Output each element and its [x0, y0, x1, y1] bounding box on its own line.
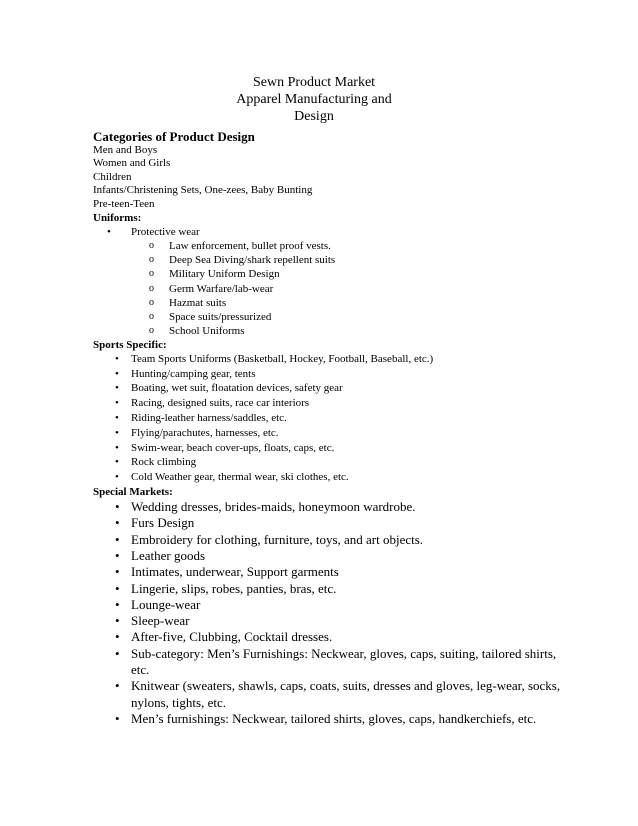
list-item: [93, 646, 563, 679]
list-item-text: Deep Sea Diving/shark repellent suits: [169, 254, 336, 267]
list-item-text: Knitwear (sweaters, shawls, caps, coats, suits, dresses and gloves, leg-wear, socks, nylons, tights, etc.: [131, 678, 561, 710]
list-item: [93, 711, 563, 727]
list-item: [93, 470, 563, 485]
bullet-icon: •: [115, 397, 119, 410]
list-item-text: Hunting/camping gear, tents: [131, 367, 256, 380]
list-item: [93, 455, 563, 470]
circle-bullet-icon: o: [149, 324, 154, 336]
bullet-icon: •: [115, 596, 120, 612]
bullet-icon: •: [115, 412, 119, 425]
bullet-icon: •: [115, 645, 120, 661]
list-item: [93, 515, 563, 531]
list-item-text: Law enforcement, bullet proof vests.: [169, 240, 331, 253]
list-item-text: Sub-category: Men’s Furnishings: Neckwear, gloves, caps, suiting, tailored shirts, etc.: [131, 645, 557, 678]
circle-bullet-icon: o: [149, 254, 154, 266]
special-markets-heading: Special Markets:: [93, 486, 173, 499]
list-item-text: Cold Weather gear, thermal wear, ski clothes, etc.: [131, 471, 349, 484]
list-item: [93, 532, 563, 548]
title-line-3: Design: [294, 109, 334, 124]
list-item: [93, 441, 563, 456]
list-item: [93, 310, 563, 324]
list-item-text: Lingerie, slips, robes, panties, bras, etc.: [131, 580, 337, 596]
title-line-2: Apparel Manufacturing and: [236, 92, 392, 107]
bullet-icon: •: [115, 471, 119, 484]
list-item: [93, 581, 563, 597]
list-item: [93, 597, 563, 613]
bullet-icon: •: [115, 629, 120, 645]
bullet-icon: •: [115, 678, 120, 694]
circle-bullet-icon: o: [149, 310, 154, 322]
special-markets-list: [93, 499, 563, 727]
bullet-icon: •: [115, 499, 120, 515]
document-body: [93, 126, 563, 727]
bullet-icon: •: [115, 367, 119, 380]
list-item-text: Embroidery for clothing, furniture, toys, and art objects.: [131, 531, 424, 547]
bullet-icon: •: [115, 441, 119, 454]
category-item: Women and Girls: [93, 157, 171, 170]
uniforms-heading: Uniforms:: [93, 212, 142, 225]
list-item-text: Leather goods: [131, 547, 206, 563]
list-item-text: Intimates, underwear, Support garments: [131, 564, 339, 580]
categories-heading: Categories of Product Design: [93, 129, 255, 144]
bullet-icon: •: [115, 580, 120, 596]
list-item-text: Protective wear: [131, 226, 200, 239]
sports-list: [93, 352, 563, 485]
bullet-icon: •: [115, 515, 120, 531]
list-item: [93, 629, 563, 645]
list-item: [93, 499, 563, 515]
list-item: [93, 411, 563, 426]
list-item: [93, 613, 563, 629]
bullet-icon: •: [115, 613, 120, 629]
document-title: [214, 74, 414, 125]
list-item-text: Boating, wet suit, floatation devices, safety gear: [131, 382, 343, 395]
sports-heading: Sports Specific:: [93, 338, 167, 351]
list-item-text: Furs Design: [131, 515, 195, 531]
list-item-text: Space suits/pressurized: [169, 310, 272, 323]
bullet-icon: •: [115, 456, 119, 469]
list-item: [93, 324, 563, 338]
list-item: [93, 381, 563, 396]
list-item: [93, 678, 563, 711]
circle-bullet-icon: o: [149, 268, 154, 280]
list-item-text: Lounge-wear: [131, 596, 201, 612]
list-item: [93, 548, 563, 564]
list-item-text: School Uniforms: [169, 324, 245, 337]
bullet-icon: •: [115, 710, 120, 726]
list-item: [93, 225, 563, 239]
list-item-text: Swim-wear, beach cover-ups, floats, caps, etc.: [131, 441, 335, 454]
list-item: [93, 239, 563, 253]
bullet-icon: •: [115, 426, 119, 439]
category-item: Pre-teen-Teen: [93, 197, 155, 210]
list-item-text: Wedding dresses, brides-maids, honeymoon wardrobe.: [131, 499, 416, 515]
list-item-text: Rock climbing: [131, 456, 197, 469]
list-item: [93, 282, 563, 296]
list-item-text: Team Sports Uniforms (Basketball, Hockey, Football, Baseball, etc.): [131, 352, 434, 365]
list-item: [93, 367, 563, 382]
category-item: Infants/Christening Sets, One-zees, Baby Bunting: [93, 184, 313, 197]
list-item-text: Racing, designed suits, race car interiors: [131, 397, 310, 410]
bullet-icon: •: [115, 547, 120, 563]
list-item: [93, 396, 563, 411]
list-item-text: After-five, Clubbing, Cocktail dresses.: [131, 629, 333, 645]
list-item-text: Flying/parachutes, harnesses, etc.: [131, 426, 279, 439]
list-item-text: Germ Warfare/lab-wear: [169, 282, 274, 295]
category-item: Children: [93, 170, 132, 183]
protective-wear-list: [93, 239, 563, 338]
bullet-icon: •: [115, 564, 120, 580]
list-item-text: Hazmat suits: [169, 296, 227, 309]
circle-bullet-icon: o: [149, 282, 154, 294]
list-item: [93, 296, 563, 310]
category-item: Men and Boys: [93, 144, 158, 156]
list-item: [93, 564, 563, 580]
title-line-1: Sewn Product Market: [252, 75, 376, 90]
bullet-icon: •: [115, 352, 119, 365]
categories-list: [93, 144, 563, 211]
list-item-text: Riding-leather harness/saddles, etc.: [131, 412, 287, 425]
bullet-icon: •: [115, 382, 119, 395]
list-item: [93, 267, 563, 281]
circle-bullet-icon: o: [149, 240, 154, 252]
list-item: [93, 426, 563, 441]
list-item-text: Men’s furnishings: Neckwear, tailored shirts, gloves, caps, handkerchiefs, etc.: [131, 710, 537, 726]
circle-bullet-icon: o: [149, 296, 154, 308]
bullet-icon: •: [115, 531, 120, 547]
uniforms-list: [93, 225, 563, 239]
list-item: [93, 253, 563, 267]
list-item-text: Sleep-wear: [131, 613, 190, 629]
list-item-text: Military Uniform Design: [169, 268, 280, 281]
list-item: [93, 352, 563, 367]
bullet-icon: •: [107, 226, 111, 239]
